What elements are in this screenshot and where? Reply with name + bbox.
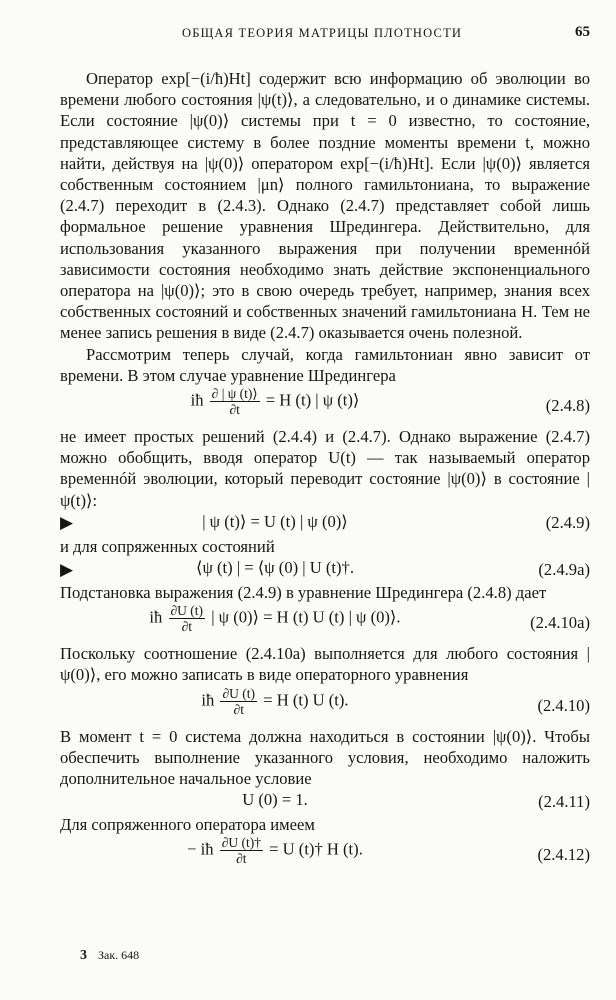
fraction — [220, 686, 257, 717]
equation-2-4-11 — [60, 789, 590, 814]
fraction — [169, 603, 206, 634]
equation-number: (2.4.10а) — [530, 613, 590, 633]
fraction-numerator: ∂U (t)† — [221, 835, 261, 851]
fraction-denominator: ∂t — [236, 851, 247, 867]
equation-number: (2.4.10) — [537, 695, 590, 715]
fraction-numerator: ∂ | ψ (t)⟩ — [211, 386, 258, 402]
equation-2-4-8 — [60, 386, 590, 426]
equation-expression: | ψ (t)⟩ = U (t) | ψ (0)⟩ — [202, 511, 348, 531]
equation-number: (2.4.11) — [538, 791, 590, 811]
page-footer — [80, 948, 139, 964]
signature-mark: 3 — [80, 948, 87, 963]
equation-2-4-10a — [60, 603, 590, 643]
running-title: ОБЩАЯ ТЕОРИЯ МАТРИЦЫ ПЛОТНОСТИ — [182, 26, 463, 40]
paragraph-7: В момент t = 0 система должна находиться в состоянии |ψ(0)⟩. Чтобы обеспечить выполнение указанного условия, необходимо наложить дополнительное начальное условие — [60, 726, 590, 789]
eq-rest: = H (t) | ψ (t)⟩ — [265, 390, 360, 410]
eq-prefix: iħ — [149, 607, 163, 627]
page-number: 65 — [575, 24, 590, 40]
eq-rest: = U (t)† H (t). — [269, 839, 363, 859]
eq-prefix: iħ — [201, 689, 215, 709]
paragraph-4: и для сопряженных состояний — [60, 536, 275, 556]
equation-number: (2.4.9) — [545, 513, 590, 533]
equation-expression — [60, 686, 490, 717]
eq-prefix: − iħ — [187, 839, 214, 859]
equation-2-4-12 — [60, 835, 590, 875]
equation-expression — [60, 386, 490, 417]
equation-2-4-9 — [60, 511, 590, 536]
equation-2-4-10 — [60, 686, 590, 726]
page-header — [60, 24, 590, 46]
fraction-numerator: ∂U (t) — [170, 603, 204, 619]
triangle-marker-icon: ▶ — [60, 559, 74, 579]
eq-rest: | ψ (0)⟩ = H (t) U (t) | ψ (0)⟩. — [211, 607, 401, 627]
paragraph-6: Поскольку соотношение (2.4.10а) выполняется для любого состояния |ψ(0)⟩, его можно записать в виде операторного уравнения — [60, 644, 590, 685]
paragraph-8: Для сопряженного оператора имеем — [60, 815, 315, 835]
fraction-denominator: ∂t — [181, 619, 192, 635]
equation-number: (2.4.8) — [545, 396, 590, 416]
paragraph-5: Подстановка выражения (2.4.9) в уравнение Шредингера (2.4.8) дает — [60, 583, 547, 603]
equation-expression: ⟨ψ (t) | = ⟨ψ (0) | U (t)†. — [195, 558, 354, 578]
paragraph-2: Рассмотрим теперь случай, когда гамильтониан явно зависит от времени. В этом случае уравнение Шредингера — [60, 344, 590, 385]
paragraph-3: не имеет простых решений (2.4.4) и (2.4.7). Однако выражение (2.4.7) можно обобщить, вводя оператор U(t) — так называемый оператор временнóй эволюции, который переводит состояние |ψ(0)⟩ в состояние |ψ(t)⟩: — [60, 427, 590, 510]
equation-number: (2.4.12) — [537, 845, 590, 865]
fraction-denominator: ∂t — [233, 701, 244, 717]
equation-expression: U (0) = 1. — [242, 790, 308, 810]
equation-expression — [60, 835, 490, 866]
paragraph-1: Оператор exp[−(i/ħ)Ht] содержит всю информацию об эволюции во времени любого состояния |ψ(t)⟩, а следовательно, и о динамике системы. Если состояние |ψ(0)⟩ системы при t = 0 известно, то состояние, представляющее систему в более поздние моменты времени t, можно найти, действуя на |ψ(0)⟩ оператором exp[−(i/ħ)Ht]. Если |ψ(0)⟩ является собственным состоянием |μn⟩ полного гамильтониана, то выражение (2.4.7) переходит в (2.4.3). Однако (2.4.7) представляет собой лишь формальное решение уравнения Шредингера. Действительно, для использования указанного выражения при получении временнóй зависимости состояния необходимо знать действие экспоненциального оператора на |ψ(0)⟩; это в свою очередь требует, например, знания всех собственных состояний и собственных значений гамильтониана H. Тем не менее запись решения в виде (2.4.7) оказывается очень полезной. — [60, 69, 590, 343]
print-order-note: Зак. 648 — [98, 948, 140, 962]
fraction — [210, 386, 260, 417]
equation-number: (2.4.9а) — [538, 559, 590, 579]
fraction-numerator: ∂U (t) — [222, 685, 256, 701]
fraction-denominator: ∂t — [229, 402, 240, 418]
fraction — [220, 835, 263, 866]
triangle-marker-icon: ▶ — [60, 513, 74, 533]
eq-rest: = H (t) U (t). — [263, 689, 349, 709]
equation-2-4-9a — [60, 557, 590, 582]
equation-expression — [60, 603, 490, 634]
page-body — [60, 68, 590, 875]
eq-prefix: iħ — [190, 390, 204, 410]
